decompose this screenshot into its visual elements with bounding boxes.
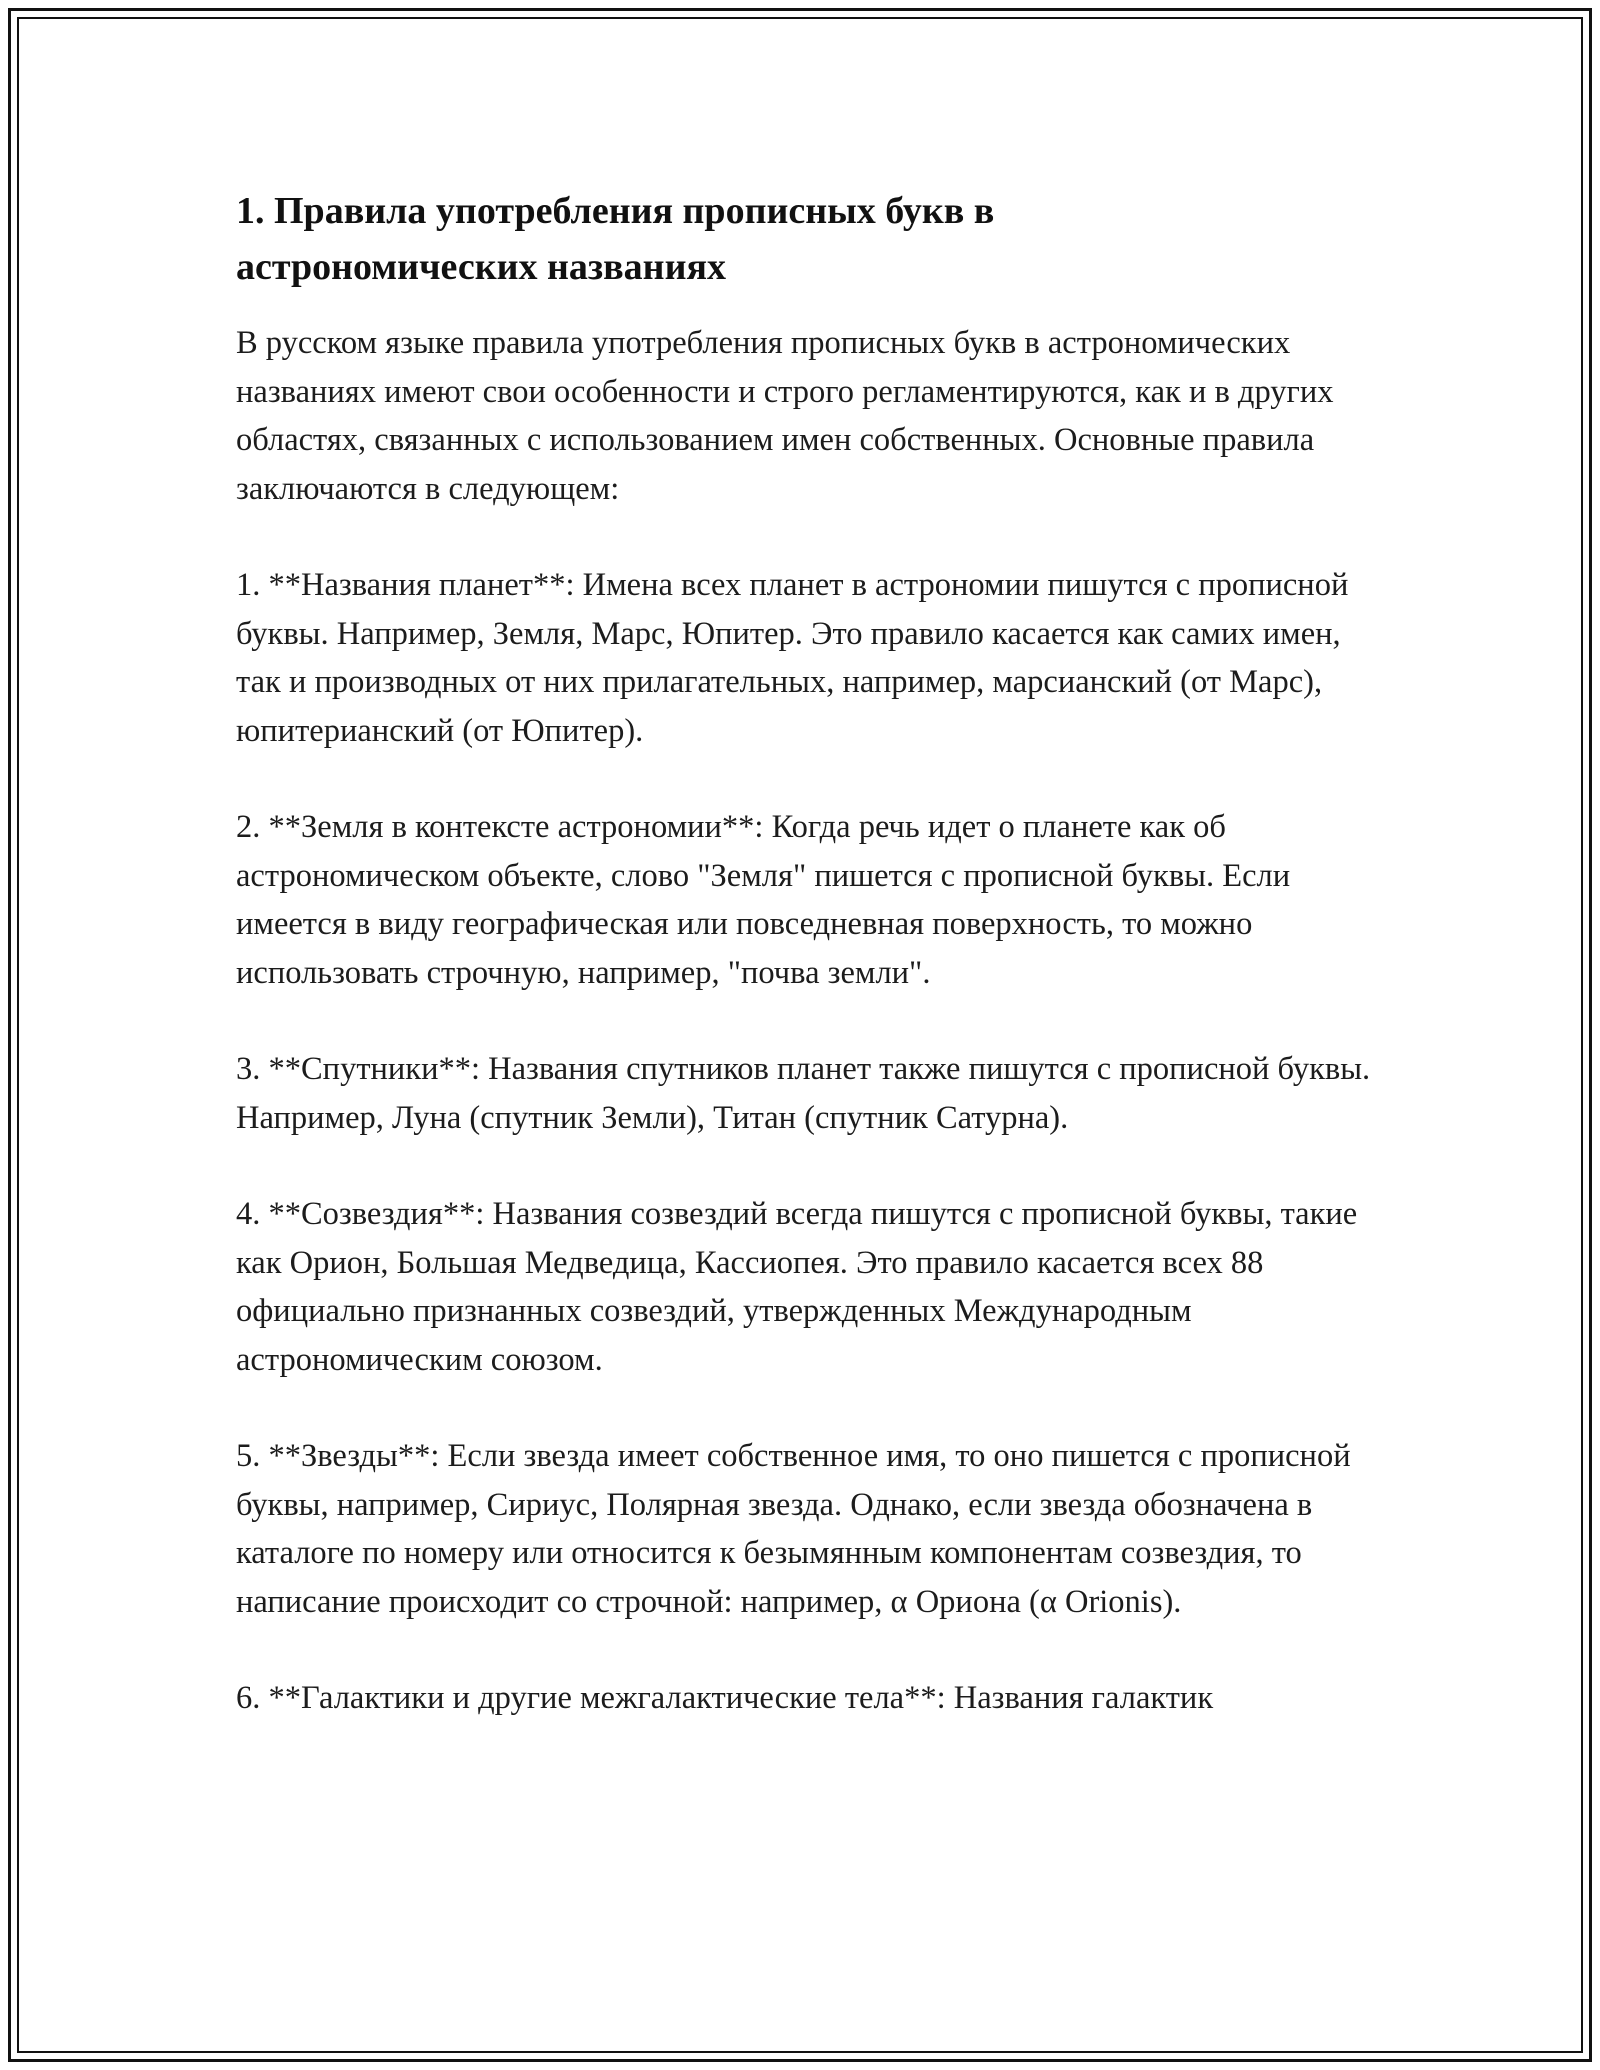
document-title-line-1: 1. Правила употребления прописных букв в [236, 190, 995, 232]
rule-planets-paragraph: 1. **Названия планет**: Имена всех планет в астрономии пишутся с прописной буквы. Например, Земля, Марс, Юпитер. Это правило касается как самих имен, так и производных от них прилагательных, например, марсианский (от Марс), юпитерианский (от Юпитер). [236, 567, 1349, 749]
rule-earth-paragraph: 2. **Земля в контексте астрономии**: Когда речь идет о планете как об астрономическом объекте, слово "Земля" пишется с прописной буквы. Если имеется в виду географическая или повседневная поверхность, то можно использовать строчную, например, "почва земли". [236, 809, 1291, 991]
rule-constellations-paragraph: 4. **Созвездия**: Названия созвездий всегда пишутся с прописной буквы, такие как Орион, Большая Медведица, Кассиопея. Это правило касается всех 88 официально признанных созвездий, утвержденных Международным астрономическим союзом. [236, 1196, 1358, 1378]
rule-satellites-paragraph: 3. **Спутники**: Названия спутников планет также пишутся с прописной буквы. Например, Луна (спутник Земли), Титан (спутник Сатурна). [236, 1051, 1371, 1136]
document-body [236, 183, 1376, 1723]
document-title [236, 183, 1376, 295]
intro-paragraph: В русском языке правила употребления прописных букв в астрономических названиях имеют свои особенности и строго регламентируются, как и в других областях, связанных с использованием имен собственных. Основные правила заключаются в следующем: [236, 325, 1334, 507]
rule-stars-paragraph: 5. **Звезды**: Если звезда имеет собственное имя, то оно пишется с прописной буквы, например, Сириус, Полярная звезда. Однако, если звезда обозначена в каталоге по номеру или относится к безымянным компонентам созвездия, то написание происходит со строчной: например, α Ориона (α Orionis). [236, 1438, 1351, 1620]
rule-galaxies-paragraph: 6. **Галактики и другие межгалактические тела**: Названия галактик [236, 1680, 1214, 1716]
document-title-line-2: астрономических названиях [236, 246, 727, 288]
